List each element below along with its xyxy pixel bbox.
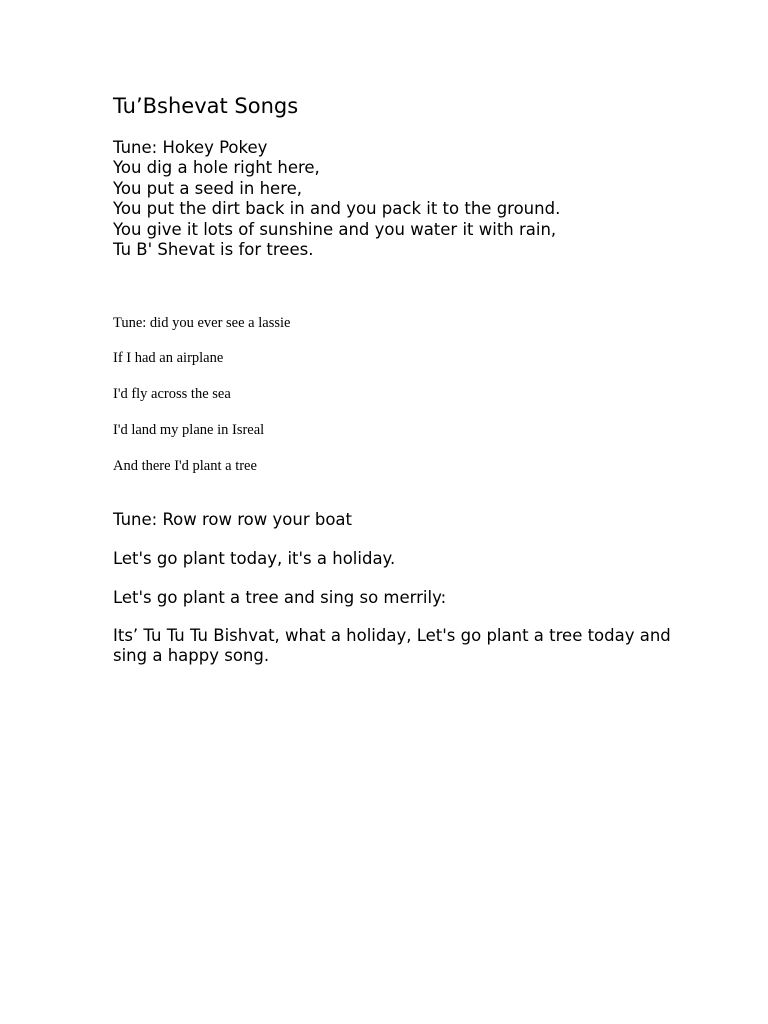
song-tune-line: Tune: did you ever see a lassie	[113, 315, 291, 331]
song-lyric-line: Let's go plant a tree and sing so merrily:	[113, 588, 447, 607]
song-lyric-line: If I had an airplane	[113, 350, 224, 366]
document-title: Tu’Bshevat Songs	[113, 94, 299, 118]
song-lyric-line: I'd fly across the sea	[113, 386, 231, 402]
song-hokey-pokey	[113, 138, 560, 260]
song-lyric-line: Let's go plant today, it's a holiday.	[113, 549, 396, 568]
song-lyric-line: And there I'd plant a tree	[113, 458, 257, 474]
song-lyric-line: You put the dirt back in and you pack it to the ground.	[113, 199, 561, 219]
song-lyric-line: You give it lots of sunshine and you water it with rain,	[113, 219, 557, 239]
song-lyric-line: Tu B' Shevat is for trees.	[113, 240, 314, 260]
song-lyric-line: I'd land my plane in Isreal	[113, 422, 265, 438]
song-tune-line: Tune: Row row row your boat	[113, 510, 353, 529]
song-lyric-line: You dig a hole right here,	[113, 158, 320, 178]
song-lyric-line: You put a seed in here,	[113, 178, 303, 198]
song-tune-line: Tune: Hokey Pokey	[113, 138, 268, 157]
song-lyric-line: Its’ Tu Tu Tu Bishvat, what a holiday, Let's go plant a tree today and sing a happy song.	[113, 626, 671, 665]
